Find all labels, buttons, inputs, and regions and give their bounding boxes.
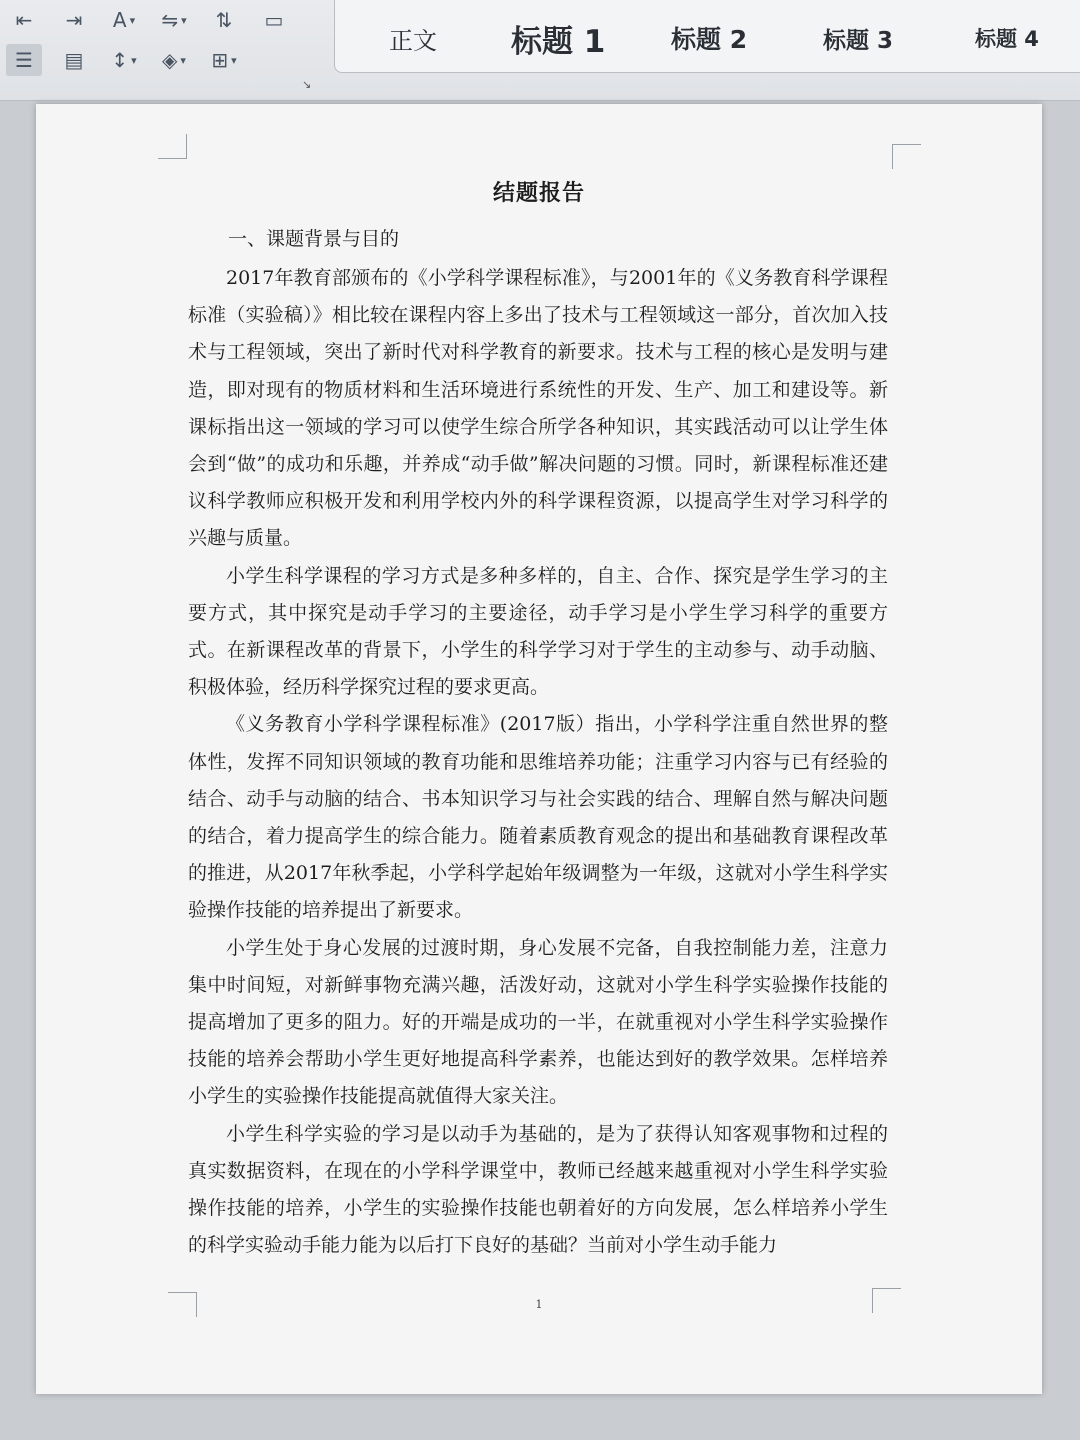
ribbon-toolbar — [0, 0, 1080, 101]
chevron-down-icon[interactable]: ▾ — [129, 13, 136, 27]
paragraph-tools-row-2 — [6, 42, 242, 78]
body-paragraph: 《义务教育小学科学课程标准》(2017版）指出，小学科学注重自然世界的整体性，发挥不同知识领域的教育功能和思维培养功能；注重学习内容与已有经验的结合、动手与动脑的结合、书本知识学习与社会实践的结合、理解自然与解决问题的结合，着力提高学生的综合能力。随着素质教育观念的提出和基础教育课程改革的推进，从2017年秋季起，小学科学起始年级调整为一年级，这就对小学生科学实验操作技能的培养提出了新要求。 — [188, 713, 888, 922]
text-direction-icon: A — [112, 8, 127, 32]
borders-button[interactable] — [206, 44, 242, 76]
document-body — [188, 260, 888, 1264]
decrease-indent-icon: ⇤ — [15, 8, 33, 32]
section-heading: 一、课题背景与目的 — [228, 228, 400, 250]
line-spacing-button[interactable] — [106, 44, 142, 76]
style-heading-2[interactable]: 标题 2 — [671, 25, 748, 54]
line-spacing-icon: ↕ — [111, 48, 129, 72]
paragraph-direction-icon: ⇋ — [161, 8, 179, 32]
style-heading-1[interactable]: 标题 1 — [511, 23, 606, 60]
distributed-button[interactable] — [56, 44, 92, 76]
document-page[interactable] — [36, 104, 1042, 1394]
distributed-icon: ▤ — [64, 48, 84, 72]
paragraph-tools-row-1 — [6, 2, 292, 38]
body-paragraph: 小学生科学实验的学习是以动手为基础的，是为了获得认知客观事物和过程的真实数据资料，在现在的小学科学课堂中，教师已经越来越重视对小学生科学实验操作技能的培养，小学生的实验操作技能也朝着好的方向发展，怎么样培养小学生的科学实验动手能力能为以后打下良好的基础？当前对小学生动手能力 — [188, 1122, 888, 1257]
chevron-down-icon[interactable]: ▾ — [181, 13, 187, 27]
chevron-down-icon[interactable]: ▾ — [180, 53, 186, 67]
margin-corner-mark — [892, 144, 921, 169]
chevron-down-icon[interactable]: ▾ — [231, 53, 237, 67]
borders-icon: ⊞ — [211, 48, 229, 72]
paragraph-direction-button[interactable] — [156, 4, 192, 36]
body-paragraph: 2017年教育部颁布的《小学科学课程标准》，与2001年的《义务教育科学课程标准（实验稿）》相比较在课程内容上多出了技术与工程领域这一部分，首次加入技术与工程领域，突出了新时代对科学教育的新要求。技术与工程的核心是发明与建造，即对现有的物质材料和生活环境进行系统性的开发、生产、加工和建设等。新课标指出这一领域的学习可以使学生综合所学各种知识，其实践活动可以让学生体会到“做”的成功和乐趣，并养成“动手做”解决问题的习惯。同时，新课程标准还建议科学教师应积极开发和利用学校内外的科学课程资源，以提高学生对学习科学的兴趣与质量。 — [188, 267, 888, 550]
style-heading-4[interactable]: 标题 4 — [975, 27, 1039, 51]
paragraph-tool-group — [0, 0, 320, 95]
style-normal[interactable]: 正文 — [389, 26, 437, 55]
sort-button[interactable] — [206, 4, 242, 36]
shading-button[interactable] — [156, 44, 192, 76]
increase-indent-button[interactable] — [56, 4, 92, 36]
styles-gallery — [334, 0, 1080, 73]
increase-indent-icon: ⇥ — [65, 8, 83, 32]
body-paragraph: 小学生处于身心发展的过渡时期，身心发展不完备，自我控制能力差，注意力集中时间短，对新鲜事物充满兴趣，活泼好动，这就对小学生科学实验操作技能的提高增加了更多的阻力。好的开端是成功的一半，在就重视对小学生科学实验操作技能的培养会帮助小学生更好地提高科学素养，也能达到好的教学效果。怎样培养小学生的实验操作技能提高就值得大家关注。 — [188, 936, 888, 1108]
text-direction-button[interactable] — [106, 4, 142, 36]
justify-icon: ☰ — [15, 48, 33, 72]
chevron-down-icon[interactable]: ▾ — [131, 53, 137, 67]
document-title: 结题报告 — [492, 180, 585, 206]
paragraph-dialog-launcher-icon[interactable]: ↘ — [302, 78, 312, 91]
margin-corner-mark — [158, 134, 187, 159]
decrease-indent-button[interactable] — [6, 4, 42, 36]
sort-icon: ⇅ — [215, 8, 233, 32]
justify-button[interactable] — [6, 44, 42, 76]
page-number: 1 — [535, 1298, 543, 1311]
show-marks-button[interactable] — [256, 4, 292, 36]
show-marks-icon: ▭ — [264, 8, 284, 32]
shading-icon: ◈ — [162, 48, 178, 72]
body-paragraph: 小学生科学课程的学习方式是多种多样的，自主、合作、探究是学生学习的主要方式，其中探究是动手学习的主要途径，动手学习是小学生学习科学的重要方式。在新课程改革的背景下，小学生的科学学习对于学生的主动参与、动手动脑、积极体验，经历科学探究过程的要求更高。 — [188, 564, 888, 699]
style-heading-3[interactable]: 标题 3 — [823, 27, 894, 54]
